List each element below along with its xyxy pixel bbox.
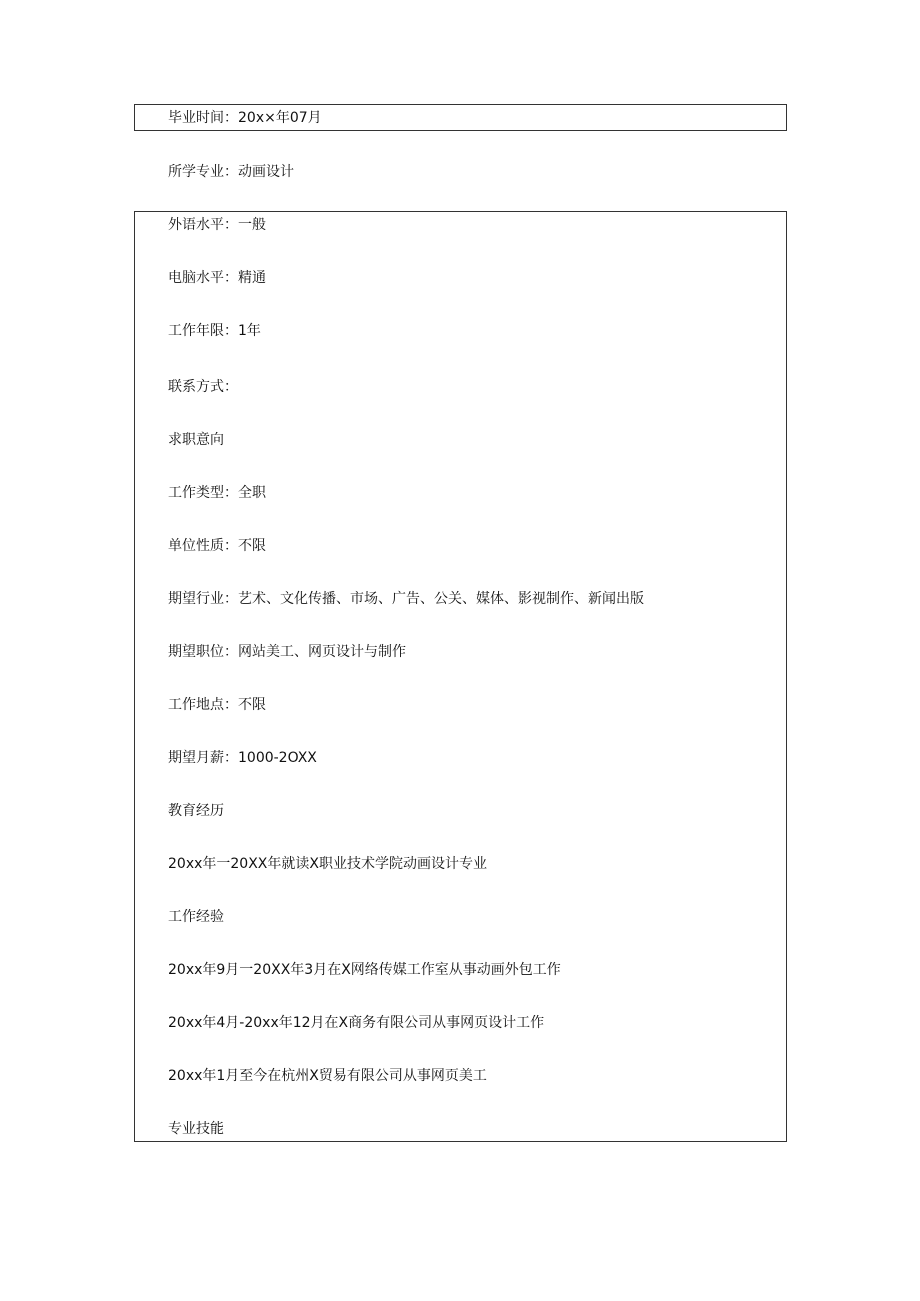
major: 所学专业：动画设计: [168, 164, 294, 180]
company-nature: 单位性质：不限: [168, 538, 266, 554]
job-type: 工作类型：全职: [168, 485, 266, 501]
work-experience-entry: 20xx年9月一20XX年3月在X网络传媒工作室从事动画外包工作: [168, 962, 561, 978]
expected-position: 期望职位：网站美工、网页设计与制作: [168, 644, 406, 660]
skills-heading: 专业技能: [168, 1121, 224, 1137]
work-experience-entry: 20xx年1月至今在杭州X贸易有限公司从事网页美工: [168, 1068, 487, 1084]
contact: 联系方式：: [168, 379, 238, 395]
work-years: 工作年限：1年: [168, 323, 261, 339]
work-location: 工作地点：不限: [168, 697, 266, 713]
resume-details-box: [134, 211, 787, 1142]
computer-level: 电脑水平：精通: [168, 270, 266, 286]
graduation-time: 毕业时间：20x×年07月: [168, 110, 322, 126]
expected-salary: 期望月薪：1000-2OXX: [168, 750, 317, 766]
education-entry: 20xx年一20XX年就读X职业技术学院动画设计专业: [168, 856, 487, 872]
expected-industry: 期望行业：艺术、文化传播、市场、广告、公关、媒体、影视制作、新闻出版: [168, 591, 644, 607]
education-heading: 教育经历: [168, 803, 224, 819]
language-level: 外语水平：一般: [168, 217, 266, 233]
work-experience-entry: 20xx年4月-20xx年12月在X商务有限公司从事网页设计工作: [168, 1015, 545, 1031]
work-experience-heading: 工作经验: [168, 909, 224, 925]
job-intention-heading: 求职意向: [168, 432, 224, 448]
